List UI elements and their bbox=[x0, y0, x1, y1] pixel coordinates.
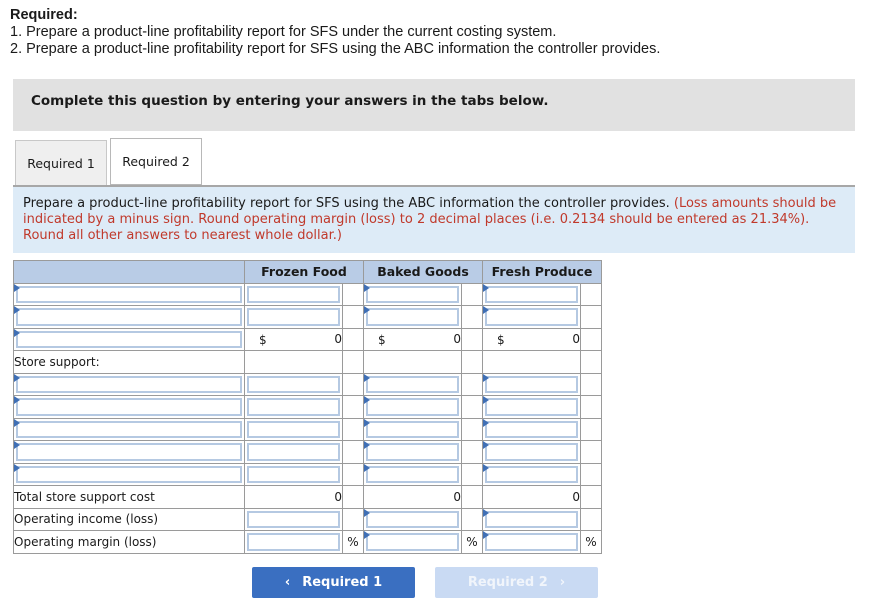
frozen-input[interactable] bbox=[245, 441, 343, 464]
tab-bar bbox=[13, 138, 855, 186]
store-support-label: Store support: bbox=[14, 351, 245, 374]
baked-input[interactable] bbox=[364, 418, 462, 441]
baked-subtotal: $ 0 bbox=[364, 328, 462, 351]
table-row bbox=[14, 373, 602, 396]
chevron-right-icon: › bbox=[559, 575, 566, 590]
dropdown-marker-icon bbox=[14, 284, 20, 292]
next-button-label: Required 2 bbox=[467, 575, 548, 590]
prev-button-label: Required 1 bbox=[302, 575, 383, 590]
tab-required-2[interactable]: Required 2 bbox=[110, 138, 202, 186]
table-row-section bbox=[14, 351, 602, 374]
operating-margin-label: Operating margin (loss) bbox=[14, 531, 245, 554]
table-header-row bbox=[14, 261, 602, 284]
produce-input[interactable] bbox=[483, 283, 581, 306]
frozen-input[interactable] bbox=[245, 373, 343, 396]
percent-sign: % bbox=[581, 531, 602, 554]
produce-input[interactable] bbox=[483, 441, 581, 464]
frozen-margin-input[interactable] bbox=[245, 531, 343, 554]
header-blank bbox=[14, 261, 245, 284]
requirement-2: 2. Prepare a product-line profitability report for SFS using the ABC information the controller provides. bbox=[10, 41, 661, 57]
table-row-subtotal bbox=[14, 328, 602, 351]
produce-input[interactable] bbox=[483, 306, 581, 329]
baked-input[interactable] bbox=[364, 373, 462, 396]
row-label-input[interactable] bbox=[14, 396, 245, 419]
header-fresh-produce: Fresh Produce bbox=[483, 261, 602, 284]
table-row-operating-margin bbox=[14, 531, 602, 554]
percent-sign: % bbox=[462, 531, 483, 554]
frozen-subtotal: $ 0 bbox=[245, 328, 343, 351]
produce-input[interactable] bbox=[483, 373, 581, 396]
instruction-note: (Loss amounts should be indicated by a minus sign. Round operating margin (loss) to 2 decimal places (i.e. 0.2134 should be entered as 21.34%). Round all other answers to nearest whole dollar.) bbox=[23, 196, 837, 243]
table-row-total bbox=[14, 486, 602, 509]
banner-text: Complete this question by entering your answers in the tabs below. bbox=[31, 93, 549, 109]
table-row bbox=[14, 463, 602, 486]
instruction-banner bbox=[13, 79, 855, 131]
frozen-input[interactable] bbox=[245, 306, 343, 329]
requirement-1: 1. Prepare a product-line profitability report for SFS under the current costing system. bbox=[10, 24, 557, 40]
frozen-input[interactable] bbox=[245, 418, 343, 441]
produce-margin-input[interactable] bbox=[483, 531, 581, 554]
tab-required-1[interactable]: Required 1 bbox=[15, 140, 107, 186]
total-store-support-label: Total store support cost bbox=[14, 486, 245, 509]
frozen-input[interactable] bbox=[245, 283, 343, 306]
row-label-input[interactable] bbox=[14, 373, 245, 396]
baked-income-input[interactable] bbox=[364, 508, 462, 531]
percent-sign: % bbox=[343, 531, 364, 554]
requirements bbox=[10, 7, 660, 58]
profitability-table bbox=[13, 260, 602, 554]
dropdown-marker-icon bbox=[14, 306, 20, 314]
row-label-input[interactable] bbox=[14, 463, 245, 486]
frozen-income-input[interactable] bbox=[245, 508, 343, 531]
produce-input[interactable] bbox=[483, 463, 581, 486]
produce-input[interactable] bbox=[483, 396, 581, 419]
baked-input[interactable] bbox=[364, 283, 462, 306]
dropdown-marker-icon bbox=[14, 329, 20, 337]
produce-total: 0 bbox=[483, 486, 581, 509]
frozen-input[interactable] bbox=[245, 463, 343, 486]
row-label-input[interactable] bbox=[14, 441, 245, 464]
row-label-input[interactable] bbox=[14, 283, 245, 306]
row-label-input[interactable] bbox=[14, 418, 245, 441]
instruction-main: Prepare a product-line profitability report for SFS using the ABC information the controller provides. bbox=[23, 196, 670, 211]
produce-income-input[interactable] bbox=[483, 508, 581, 531]
produce-input[interactable] bbox=[483, 418, 581, 441]
frozen-input[interactable] bbox=[245, 396, 343, 419]
produce-subtotal: $ 0 bbox=[483, 328, 581, 351]
operating-income-label: Operating income (loss) bbox=[14, 508, 245, 531]
baked-input[interactable] bbox=[364, 463, 462, 486]
next-required-2-button[interactable] bbox=[435, 567, 598, 598]
baked-total: 0 bbox=[364, 486, 462, 509]
row-label-input[interactable] bbox=[14, 306, 245, 329]
row-label-input[interactable] bbox=[14, 328, 245, 351]
baked-margin-input[interactable] bbox=[364, 531, 462, 554]
baked-input[interactable] bbox=[364, 306, 462, 329]
table-row-operating-income bbox=[14, 508, 602, 531]
prev-required-1-button[interactable] bbox=[252, 567, 415, 598]
table-row bbox=[14, 441, 602, 464]
header-baked-goods: Baked Goods bbox=[364, 261, 483, 284]
table-row bbox=[14, 396, 602, 419]
instruction-box bbox=[13, 187, 855, 253]
baked-input[interactable] bbox=[364, 441, 462, 464]
baked-input[interactable] bbox=[364, 396, 462, 419]
table-row bbox=[14, 283, 602, 306]
chevron-left-icon: ‹ bbox=[284, 575, 291, 590]
frozen-total: 0 bbox=[245, 486, 343, 509]
table-row bbox=[14, 418, 602, 441]
header-frozen-food: Frozen Food bbox=[245, 261, 364, 284]
requirements-heading: Required: bbox=[10, 7, 78, 23]
table-row bbox=[14, 306, 602, 329]
